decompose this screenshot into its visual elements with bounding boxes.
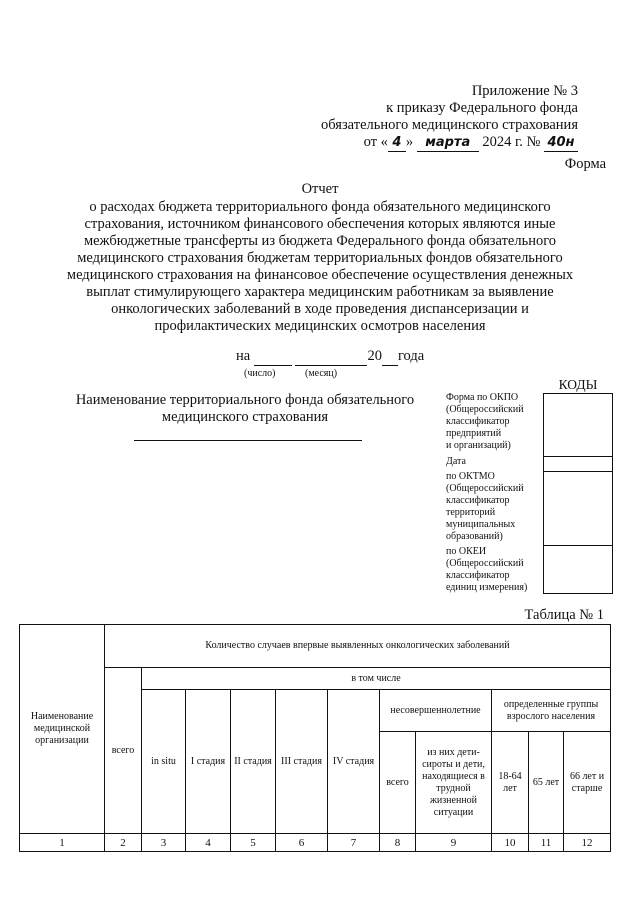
- col-65-header: 65 лет: [529, 732, 564, 834]
- appendix-date: от « 4 » марта 2024 г. № 40н: [278, 134, 578, 152]
- col-including-header: в том числе: [142, 668, 611, 690]
- column-number: 7: [328, 834, 380, 852]
- col-stage-4-header: IV стадия: [328, 690, 380, 834]
- report-period: на 20 года: [236, 348, 425, 364]
- date-day: 4: [388, 134, 406, 152]
- report-title-line: страхования, источником финансового обеспечения которых являются иные: [84, 216, 556, 232]
- cases-table: [19, 624, 611, 852]
- col-stage-2-header: II стадия: [231, 690, 276, 834]
- report-title-line: о расходах бюджета территориального фонда обязательного медицинского: [89, 199, 551, 215]
- appendix-title: Приложение № 3: [471, 83, 578, 99]
- col-adult-groups-header: определенные группы взрослого населения: [492, 690, 611, 732]
- month-caption: (месяц): [305, 368, 338, 379]
- report-title-line: онкологических заболеваний в ходе проведения диспансеризации и: [111, 301, 529, 317]
- fund-name-line[interactable]: [134, 440, 362, 441]
- appendix-line-2: к приказу Федерального фонда: [386, 100, 578, 116]
- column-number: 8: [380, 834, 416, 852]
- column-number: 2: [105, 834, 142, 852]
- column-number: 11: [529, 834, 564, 852]
- col-18-64-header: 18-64 лет: [492, 732, 529, 834]
- col-stage-3-header: III стадия: [276, 690, 328, 834]
- col-orphans-header: из них дети-сироты и дети, находящиеся в трудной жизненной ситуации: [416, 732, 492, 834]
- col-minors-header: несовершеннолетние: [380, 690, 492, 732]
- oktmo-code-cell[interactable]: [544, 472, 613, 546]
- column-number: 3: [142, 834, 186, 852]
- column-number: 6: [276, 834, 328, 852]
- form-label: Форма: [564, 156, 606, 172]
- date-month: марта: [417, 134, 479, 152]
- date-code-cell[interactable]: [544, 457, 613, 472]
- fund-name-label: Наименование территориального фонда обязательного медицинского страхования: [75, 392, 415, 425]
- report-title-line: медицинского страхования бюджетам территориальных фондов обязательного: [77, 250, 563, 266]
- report-title-line: выплат стимулирующего характера медицинским работникам за выявление: [86, 284, 554, 300]
- col-in-situ-header: in situ: [142, 690, 186, 834]
- report-title-line: медицинского страхования на финансовое обеспечение осуществления денежных: [66, 267, 574, 283]
- oktmo-label: по ОКТМО (Общероссийский классификатор территорий муниципальных образований): [446, 471, 524, 542]
- column-number: 12: [564, 834, 611, 852]
- col-minors-total-header: всего: [380, 732, 416, 834]
- column-number: 10: [492, 834, 529, 852]
- order-number: 40н: [544, 134, 578, 152]
- okpo-label: Форма по ОКПО (Общероссийский классификатор предприятий и организаций): [446, 392, 524, 451]
- col-org-header: Наименование медицинской организации: [20, 625, 105, 834]
- table-caption: Таблица № 1: [524, 607, 604, 623]
- column-number: 1: [20, 834, 105, 852]
- col-total-header: всего: [105, 668, 142, 834]
- report-title: [40, 199, 600, 335]
- report-title-line: профилактических медицинских осмотров населения: [154, 318, 486, 334]
- col-66-header: 66 лет и старше: [564, 732, 611, 834]
- okei-label: по ОКЕИ (Общероссийский классификатор единиц измерения): [446, 546, 528, 593]
- column-numbers-row: [20, 834, 611, 852]
- day-caption: (число): [244, 368, 276, 379]
- appendix-line-3: обязательного медицинского страхования: [321, 117, 578, 133]
- date-label: Дата: [446, 456, 466, 467]
- okpo-code-cell[interactable]: [544, 394, 613, 457]
- column-number: 4: [186, 834, 231, 852]
- col-cases-header: Количество случаев впервые выявленных онкологических заболеваний: [105, 625, 611, 668]
- codes-table: [543, 377, 613, 594]
- report-title-line: межбюджетные трансферты из бюджета Федерального фонда обязательного: [83, 233, 557, 249]
- column-number: 9: [416, 834, 492, 852]
- codes-header: КОДЫ: [544, 377, 613, 394]
- okei-code-cell[interactable]: [544, 546, 613, 594]
- col-stage-1-header: I стадия: [186, 690, 231, 834]
- report-heading: Отчет: [301, 181, 339, 197]
- column-number: 5: [231, 834, 276, 852]
